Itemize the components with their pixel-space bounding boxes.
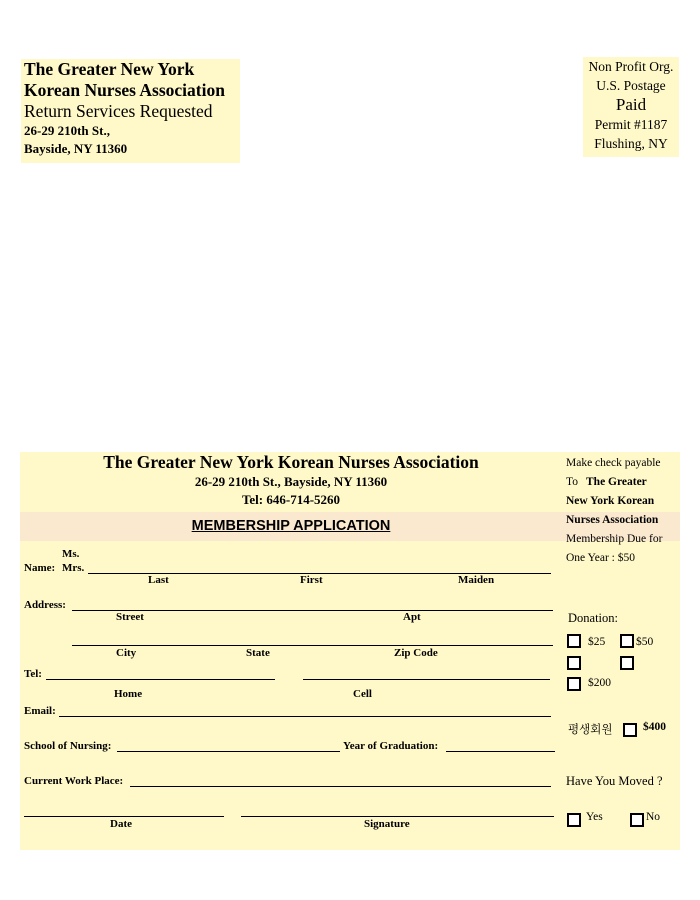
school-input-line[interactable] <box>117 751 340 752</box>
return-org-line1: The Greater New York <box>24 59 195 79</box>
check-payable-line3: New York Korean <box>566 495 655 507</box>
work-place-label: Current Work Place: <box>24 775 124 787</box>
tel-label: Tel: <box>24 668 42 680</box>
donation-other-checkbox-1[interactable] <box>567 656 581 670</box>
form-org-tel: Tel: 646-714-5260 <box>241 492 341 507</box>
donation-25-checkbox[interactable] <box>567 634 581 648</box>
address-street-caption: Street <box>116 611 144 623</box>
return-address-block <box>21 59 240 163</box>
postage-city: Flushing, NY <box>594 136 668 151</box>
address-apt-caption: Apt <box>403 611 421 623</box>
date-input-line[interactable] <box>24 816 224 817</box>
lifetime-member-label: 평생회원 <box>568 722 613 736</box>
name-last-caption: Last <box>148 574 169 586</box>
membership-due-line1: Membership Due for <box>566 533 663 545</box>
tel-home-line[interactable] <box>46 679 275 680</box>
postage-paid: Paid <box>615 95 647 114</box>
donation-200-label: $200 <box>588 677 611 689</box>
name-maiden-caption: Maiden <box>458 574 495 586</box>
moved-no-checkbox[interactable] <box>630 813 644 827</box>
postage-nonprofit: Non Profit Org. <box>588 59 674 74</box>
return-city: Bayside, NY 11360 <box>24 141 128 156</box>
donation-200-checkbox[interactable] <box>567 677 581 691</box>
signature-input-line[interactable] <box>241 816 554 817</box>
form-org-name: The Greater New York Korean Nurses Association <box>103 452 479 472</box>
address-state-caption: State <box>246 647 270 659</box>
name-mrs-label: Mrs. <box>62 562 85 574</box>
email-label: Email: <box>24 705 56 717</box>
moved-question: Have You Moved ? <box>566 774 663 788</box>
tel-cell-caption: Cell <box>353 688 372 700</box>
tel-cell-line[interactable] <box>303 679 550 680</box>
graduation-input-line[interactable] <box>446 751 555 752</box>
address-zip-caption: Zip Code <box>394 647 438 659</box>
lifetime-member-checkbox[interactable] <box>623 723 637 737</box>
name-first-caption: First <box>300 574 323 586</box>
work-place-input-line[interactable] <box>130 786 551 787</box>
donation-label: Donation: <box>568 611 618 625</box>
return-org-line2: Korean Nurses Association <box>24 80 225 100</box>
name-ms-label: Ms. <box>62 548 80 560</box>
check-payable-line4: Nurses Association <box>566 514 659 526</box>
email-input-line[interactable] <box>59 716 551 717</box>
donation-50-label: $50 <box>636 636 654 648</box>
date-caption: Date <box>110 818 132 830</box>
graduation-label: Year of Graduation: <box>343 740 439 752</box>
school-label: School of Nursing: <box>24 740 112 752</box>
return-services-text: Return Services Requested <box>24 101 213 121</box>
membership-due-line2: One Year : $50 <box>566 552 635 564</box>
address-street-line[interactable] <box>72 610 553 611</box>
check-payable-line1: Make check payable <box>566 457 661 469</box>
postage-permit: Permit #1187 <box>594 117 668 132</box>
tel-home-caption: Home <box>114 688 143 700</box>
address-label: Address: <box>24 599 66 611</box>
donation-50-checkbox[interactable] <box>620 634 634 648</box>
donation-other-checkbox-2[interactable] <box>620 656 634 670</box>
moved-yes-label: Yes <box>586 811 603 823</box>
name-label: Name: <box>24 562 56 574</box>
lifetime-member-amount: $400 <box>643 721 666 733</box>
form-title: MEMBERSHIP APPLICATION <box>191 518 391 534</box>
check-payable-line2: The Greater <box>586 476 647 488</box>
form-org-address: 26-29 210th St., Bayside, NY 11360 <box>194 474 388 489</box>
check-payable-to: To <box>566 476 578 488</box>
return-street: 26-29 210th St., <box>24 123 110 138</box>
signature-caption: Signature <box>364 818 410 830</box>
moved-yes-checkbox[interactable] <box>567 813 581 827</box>
postage-us: U.S. Postage <box>596 78 666 93</box>
address-city-line[interactable] <box>72 645 553 646</box>
postage-indicia <box>583 57 679 157</box>
moved-no-label: No <box>646 811 661 823</box>
donation-25-label: $25 <box>588 636 606 648</box>
address-city-caption: City <box>116 647 137 659</box>
